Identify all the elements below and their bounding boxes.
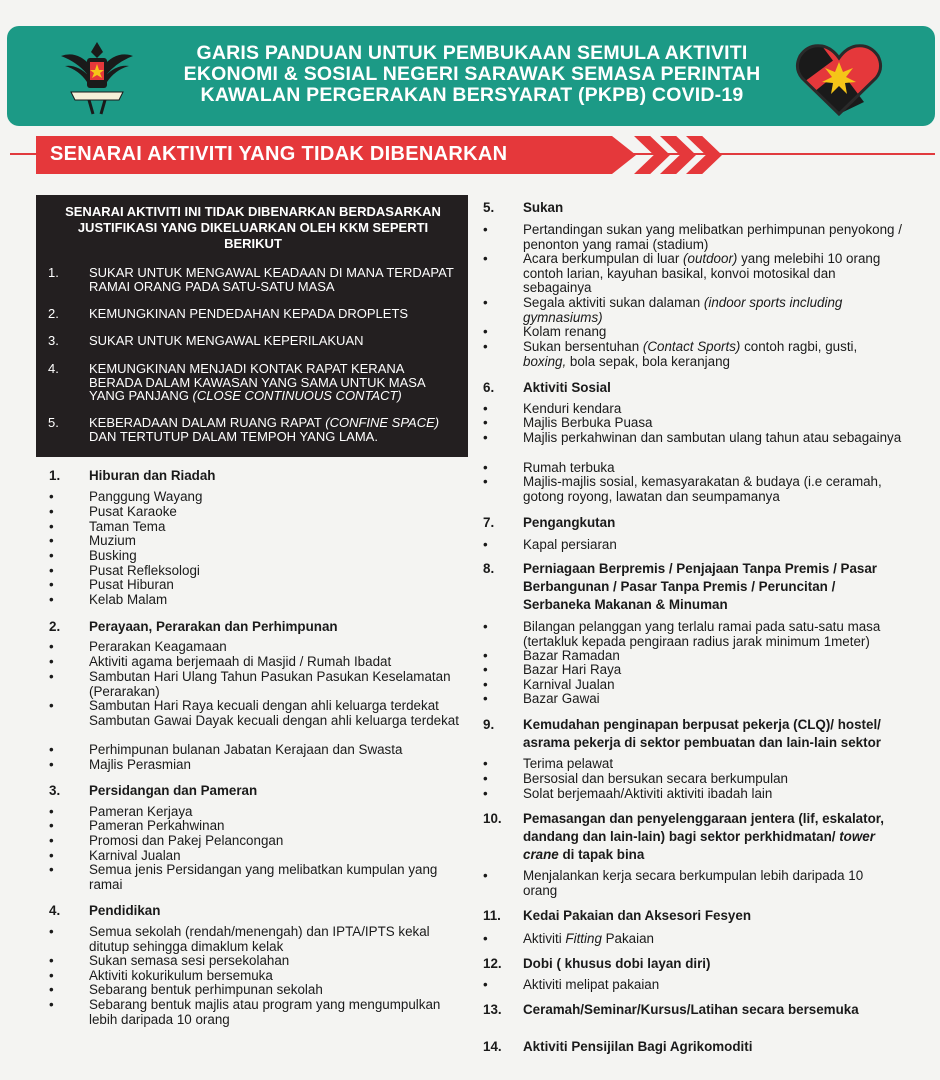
banner-title: GARIS PANDUAN UNTUK PEMBUKAAN SEMULA AKTIVITI EKONOMI & SOSIAL NEGERI SARAWAK SEMASA PERINTAH KAWALAN PERGERAKAN BERSYARAT (PKPB) COVID-19 — [183, 42, 761, 106]
justification-heading: SENARAI AKTIVITI INI TIDAK DIBENARKAN BERDASARKAN JUSTIFIKASI YANG DIKELUARKAN OLEH KKM SEPERTI BERIKUT — [65, 204, 441, 251]
chevron-right-icon — [634, 136, 670, 174]
header-banner — [7, 26, 935, 126]
sarawak-heart-flag-icon — [794, 38, 884, 118]
section-title: SENARAI AKTIVITI YANG TIDAK DIBENARKAN — [50, 143, 508, 165]
sarawak-crest-icon — [57, 36, 137, 118]
justification-box: SENARAI AKTIVITI INI TIDAK DIBENARKAN BERDASARKAN JUSTIFIKASI YANG DIKELUARKAN OLEH KKM SEPERTI BERIKUT 1. SUKAR UNTUK MENGAWAL KEADAAN DI MANA TERDAPAT RAMAI ORANG PADA SATU-SATU MASA 2. KEMUNGKINAN PENDEDAHAN KEPADA DROPLETS 3. SUKAR UNTUK MENGAWAL KEPERILAKUAN 4. KEMUNGKINAN MENJADI KONTAK RAPAT KERANA BERADA DALAM KAWASAN YANG SAMA UNTUK MASA YANG PANJANG (CLOSE CONTINUOUS CONTACT) 5. KEBERADAAN DALAM RUANG RAPAT (CONFINE SPACE) DAN TERTUTUP DALAM TEMPOH YANG LAMA. — [36, 195, 468, 457]
